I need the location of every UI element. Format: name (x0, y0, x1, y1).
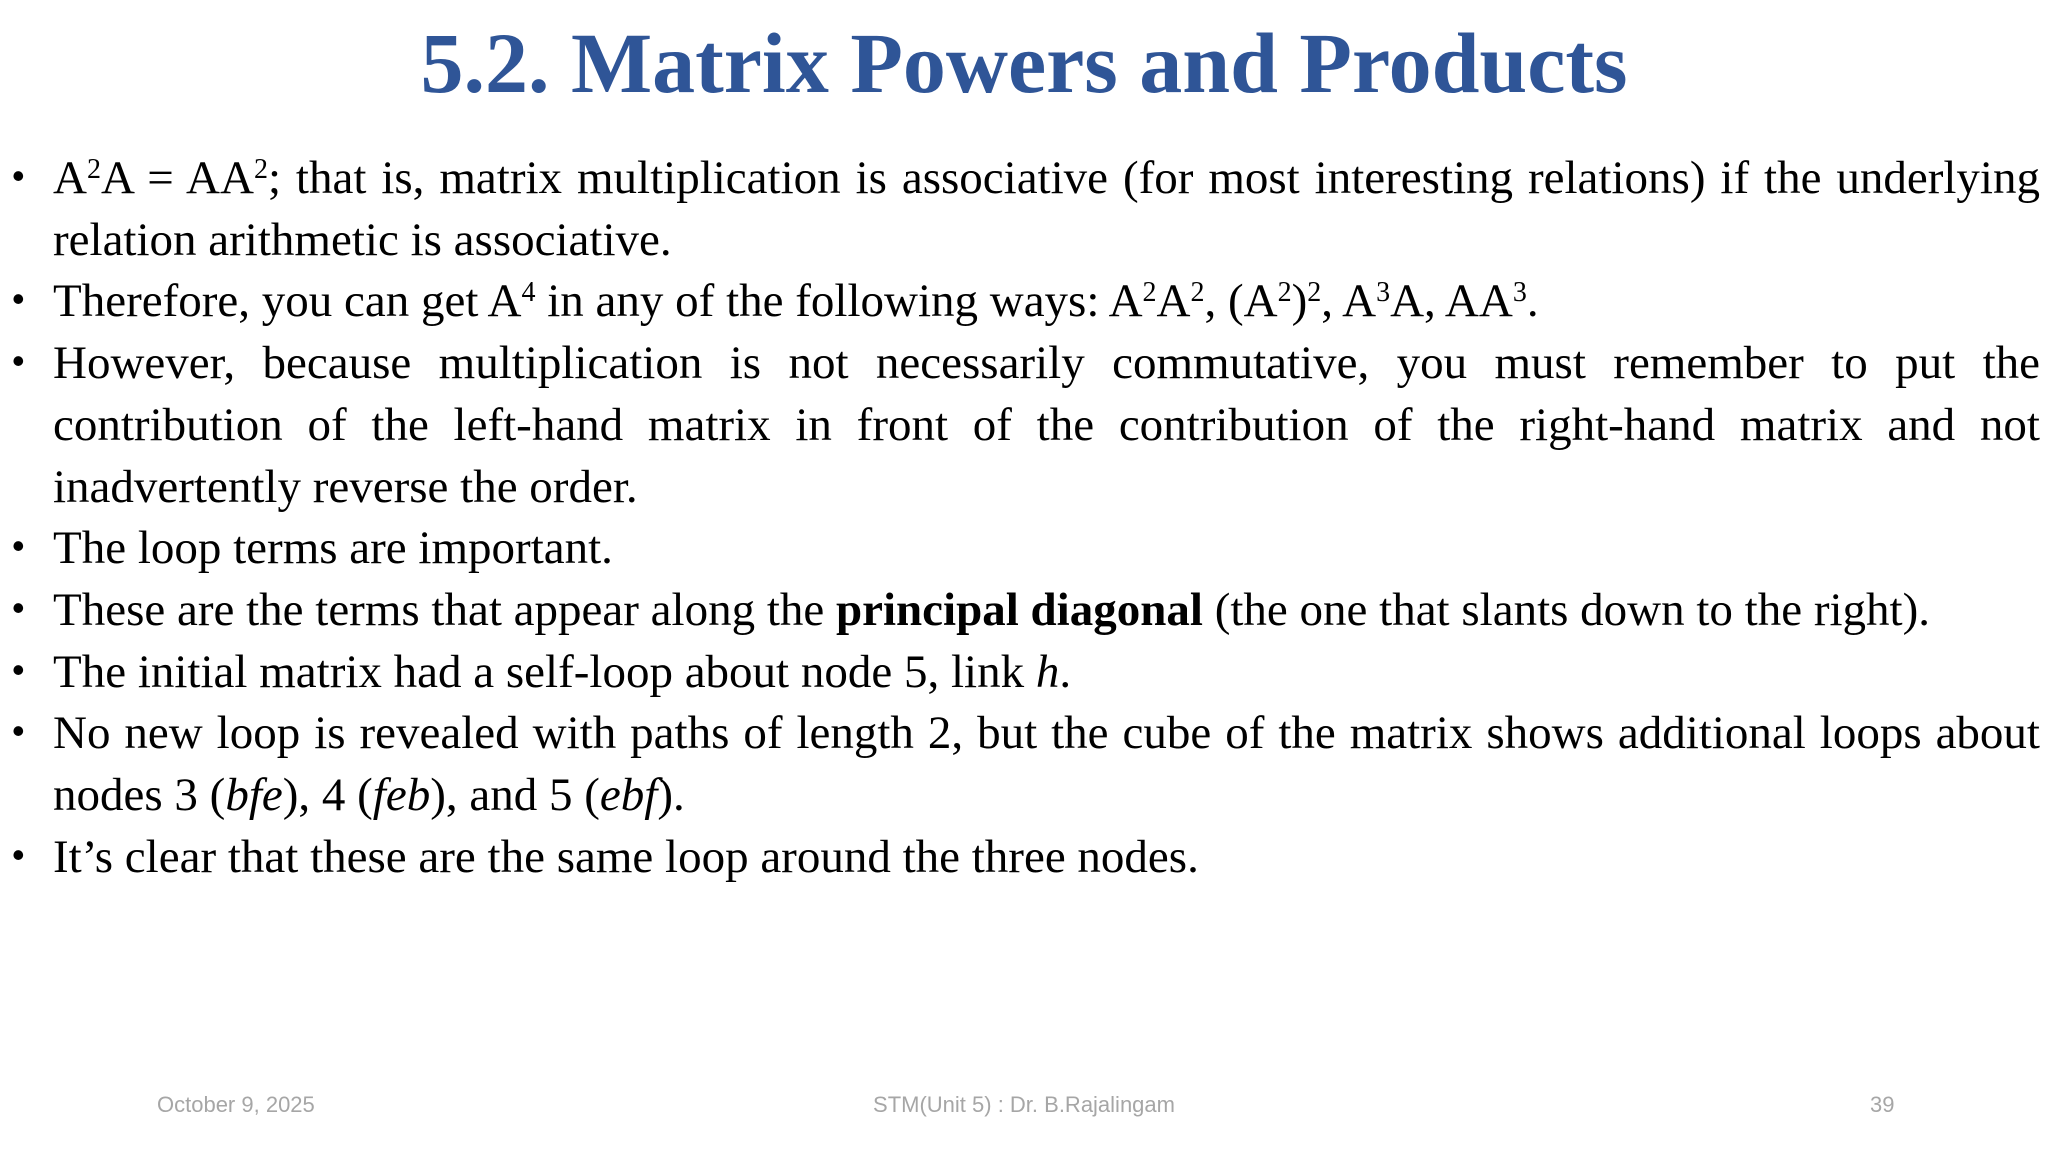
bullet-item (12, 271, 2040, 333)
bullet-text: ). (657, 769, 685, 822)
bullet-text: (the one that slants down to the right). (1202, 583, 1931, 636)
bullet-text: in any of the following ways: A (535, 275, 1143, 328)
superscript: 2 (1307, 277, 1322, 309)
italic-text: bfe (225, 769, 283, 822)
superscript: 4 (521, 277, 536, 309)
footer-date: October 9, 2025 (157, 1092, 315, 1117)
bullet-item (12, 703, 2040, 826)
bullet-dot-icon: • (12, 340, 25, 382)
superscript: 2 (1190, 277, 1205, 309)
superscript: 3 (1376, 277, 1391, 309)
bullet-dot-icon: • (12, 648, 25, 690)
bullet-text: The loop terms are important. (53, 522, 613, 575)
bullet-text: ), 4 ( (282, 769, 373, 822)
superscript: 3 (1512, 277, 1527, 309)
bullet-dot-icon: • (12, 710, 25, 752)
bullet-dot-icon: • (12, 155, 25, 196)
bullet-text: A (53, 152, 87, 204)
bullet-text: . (1059, 645, 1072, 698)
bullet-text: A, AA (1390, 275, 1513, 328)
bullet-text: Therefore, you can get A (53, 275, 522, 328)
bullet-dot-icon: • (12, 833, 25, 875)
slide-title: 5.2. Matrix Powers and Products (420, 15, 1628, 111)
bullet-item (12, 148, 2040, 271)
bullet-dot-icon: • (12, 278, 25, 320)
bullet-item (12, 333, 2040, 518)
footer-page-number: 39 (1870, 1092, 1895, 1117)
bullet-text: A (1156, 275, 1191, 328)
bullet-text: ) (1291, 275, 1308, 328)
bullet-text: However, because multiplication is not necessarily commutative, you must remember to put the contribution of the left-hand matrix in front of the contribution of the right-hand matrix and not inadvertently reverse the order. (53, 337, 2040, 513)
bullet-text: The initial matrix had a self-loop about node 5, link (53, 645, 1036, 698)
bullet-item (12, 827, 2040, 889)
bullet-text: ; that is, matrix multiplication is associative (for most interesting relations) if the underlying relation arithmetic is associative. (53, 152, 2040, 266)
superscript: 2 (86, 154, 101, 185)
bold-text: principal diagonal (835, 583, 1203, 636)
italic-text: h (1035, 645, 1060, 698)
bullet-text: No new loop is revealed with paths of length 2, but the cube of the matrix shows additional loops about nodes 3 ( (53, 707, 2040, 822)
bullet-item (12, 518, 2040, 580)
bullet-item (12, 642, 2040, 704)
superscript: 2 (1277, 277, 1292, 309)
bullet-dot-icon: • (12, 525, 25, 567)
bullet-dot-icon: • (12, 586, 25, 628)
bullet-text: , (A (1204, 275, 1278, 328)
bullet-text: These are the terms that appear along the (53, 583, 836, 636)
bullet-text: , A (1321, 275, 1377, 328)
superscript: 2 (1142, 277, 1157, 309)
bullet-text: ), and 5 ( (430, 769, 600, 822)
bullet-text: It’s clear that these are the same loop around the three nodes. (53, 830, 1199, 883)
bullet-text: . (1526, 275, 1539, 328)
italic-text: feb (372, 769, 431, 822)
italic-text: ebf (599, 769, 658, 822)
footer-presenter: STM(Unit 5) : Dr. B.Rajalingam (873, 1092, 1175, 1117)
bullet-list (12, 148, 2040, 888)
bullet-text: A = AA (100, 152, 254, 204)
superscript: 2 (253, 154, 268, 185)
bullet-item (12, 580, 2040, 642)
